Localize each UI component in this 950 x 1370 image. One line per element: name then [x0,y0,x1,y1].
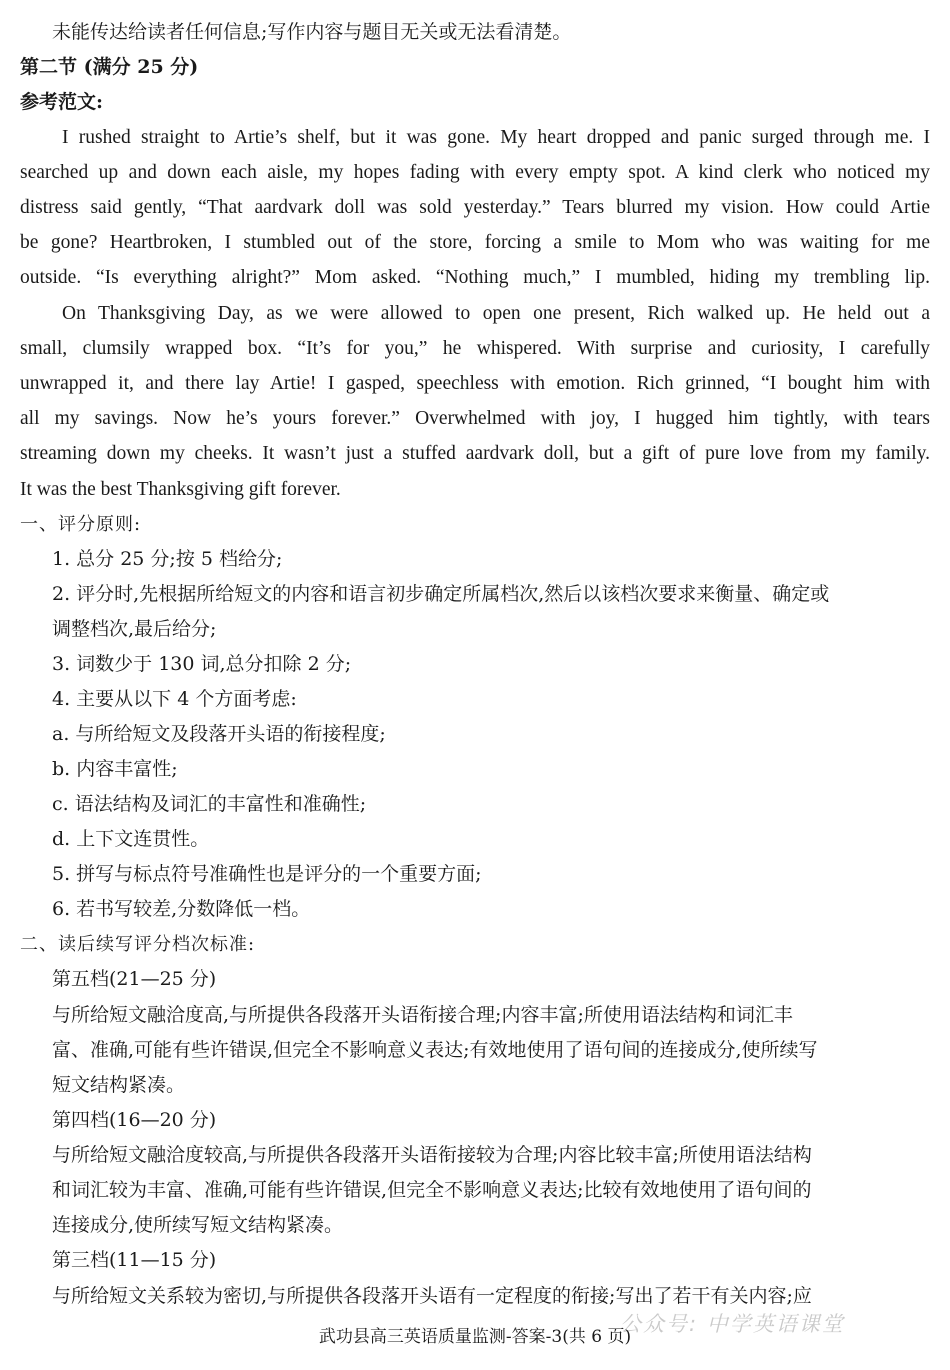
list-item: 6. 若书写较差,分数降低一档。 [52,898,311,920]
grade-line: 与所给短文融洽度高,与所提供各段落开头语衔接合理;内容丰富;所使用语法结构和词汇丰 [52,1004,793,1026]
essay-line: I rushed straight to Artie’s shelf, but it was gone. My heart dropped and panic surged through me. I [62,127,930,148]
grade-line: 连接成分,使所续写短文结构紧凑。 [52,1214,344,1236]
essay-line: small, clumsily wrapped box. “It’s for you,” he whispered. With surprise and curiosity, I carefully [20,338,930,359]
essay-line: On Thanksgiving Day, as we were allowed to open one present, Rich walked up. He held out a [62,303,930,324]
section-heading: 第二节 (满分 25 分) [20,56,199,78]
standards-heading: 二、读后续写评分档次标准: [20,934,256,955]
list-item: a. 与所给短文及段落开头语的衔接程度; [52,723,386,745]
grade-line: 与所给短文关系较为密切,与所提供各段落开头语有一定程度的衔接;写出了若干有关内容;应 [52,1285,812,1307]
grade-title: 第三档(11—15 分) [52,1249,217,1271]
watermark: 公众号: 中学英语课堂 [620,1312,845,1336]
essay-line: all my savings. Now he’s yours forever.” Overwhelmed with joy, I hugged him tightly, with tears [20,408,930,429]
grade-line: 富、准确,可能有些许错误,但完全不影响意义表达;有效地使用了语句间的连接成分,使所续写 [52,1039,818,1061]
essay-line: be gone? Heartbroken, I stumbled out of the store, forcing a smile to Mom who was waiting for me [20,232,930,253]
essay-line: streaming down my cheeks. It wasn’t just a stuffed aardvark doll, but a gift of pure love from my family. [20,443,930,464]
list-item: b. 内容丰富性; [52,758,178,780]
grade-title: 第五档(21—25 分) [52,968,217,990]
list-item: d. 上下文连贯性。 [52,828,210,850]
grade-line: 与所给短文融洽度较高,与所提供各段落开头语衔接较为合理;内容比较丰富;所使用语法结构 [52,1144,812,1166]
grade-title: 第四档(16—20 分) [52,1109,217,1131]
principles-heading: 一、评分原则: [20,514,142,535]
grade-line: 和词汇较为丰富、准确,可能有些许错误,但完全不影响意义表达;比较有效地使用了语句间的 [52,1179,812,1201]
top-line: 未能传达给读者任何信息;写作内容与题目无关或无法看清楚。 [52,21,572,43]
list-item: 3. 词数少于 130 词,总分扣除 2 分; [52,653,352,675]
list-item: 2. 评分时,先根据所给短文的内容和语言初步确定所属档次,然后以该档次要求来衡量、确定或 [52,583,830,605]
essay-line: distress said gently, “That aardvark doll was sold yesterday.” Tears blurred my vision. How could Artie [20,197,930,218]
essay-line: It was the best Thanksgiving gift forever. [20,479,341,500]
list-item: c. 语法结构及词汇的丰富性和准确性; [52,793,367,815]
grade-line: 短文结构紧凑。 [52,1074,186,1096]
list-item: 1. 总分 25 分;按 5 档给分; [52,548,283,570]
list-item: 5. 拼写与标点符号准确性也是评分的一个重要方面; [52,863,482,885]
list-item: 4. 主要从以下 4 个方面考虑: [52,688,297,710]
list-item: 调整档次,最后给分; [52,618,217,640]
sample-label: 参考范文: [20,91,104,113]
essay-line: searched up and down each aisle, my hopes fading with every empty spot. A kind clerk who noticed my [20,162,930,183]
essay-line: unwrapped it, and there lay Artie! I gasped, speechless with emotion. Rich grinned, “I bought him with [20,373,930,394]
essay-line: outside. “Is everything alright?” Mom asked. “Nothing much,” I mumbled, hiding my trembling lip. [20,267,930,288]
page-footer: 武功县高三英语质量监测-答案-3(共 6 页) [318,1327,632,1347]
